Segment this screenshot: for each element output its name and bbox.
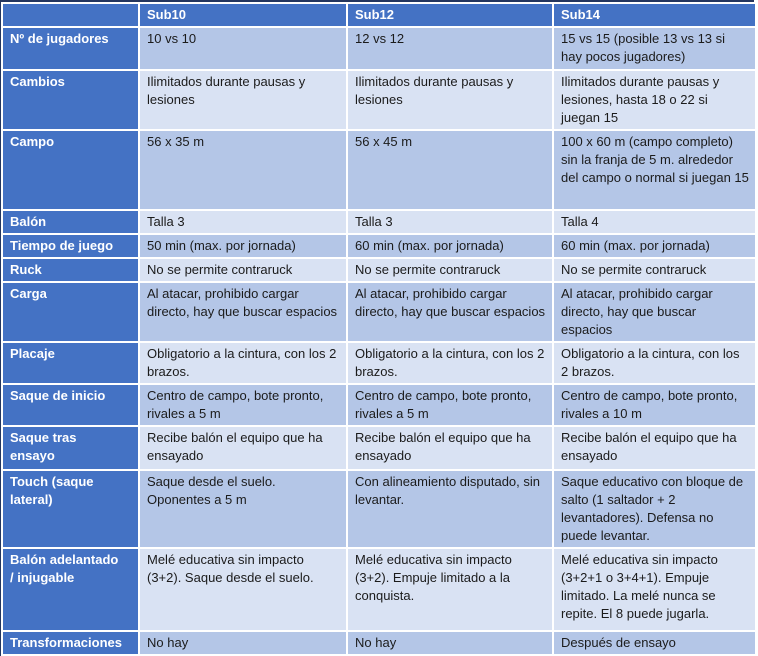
row-label: Balón adelantado / injugable xyxy=(2,548,139,631)
cell-sub12: Al atacar, prohibido cargar directo, hay que buscar espacios xyxy=(347,282,553,342)
cell-sub12: 12 vs 12 xyxy=(347,27,553,70)
cell-sub12: Talla 3 xyxy=(347,210,553,234)
header-cell-sub14: Sub14 xyxy=(553,3,756,27)
cell-sub10: Al atacar, prohibido cargar directo, hay que buscar espacios xyxy=(139,282,347,342)
header-cell-sub12: Sub12 xyxy=(347,3,553,27)
cell-sub14: Talla 4 xyxy=(553,210,756,234)
cell-sub10: 50 min (max. por jornada) xyxy=(139,234,347,258)
cell-sub12: 56 x 45 m xyxy=(347,130,553,210)
header-cell-empty xyxy=(2,3,139,27)
cell-sub14: 15 vs 15 (posible 13 vs 13 si hay pocos jugadores) xyxy=(553,27,756,70)
cell-sub12: Con alineamiento disputado, sin levantar. xyxy=(347,470,553,548)
cell-sub14: Al atacar, prohibido cargar directo, hay que buscar espacios xyxy=(553,282,756,342)
cell-sub10: Centro de campo, bote pronto, rivales a 5 m xyxy=(139,384,347,426)
cell-sub10: Melé educativa sin impacto (3+2). Saque desde el suelo. xyxy=(139,548,347,631)
table-body xyxy=(2,27,756,655)
table-row xyxy=(2,210,756,234)
cell-sub10: 10 vs 10 xyxy=(139,27,347,70)
cell-sub14: Después de ensayo xyxy=(553,631,756,655)
cell-sub10: 56 x 35 m xyxy=(139,130,347,210)
cell-sub14: No se permite contraruck xyxy=(553,258,756,282)
table-row xyxy=(2,70,756,130)
row-label: Saque tras ensayo xyxy=(2,426,139,470)
cell-sub12: Melé educativa sin impacto (3+2). Empuje limitado a la conquista. xyxy=(347,548,553,631)
row-label: Placaje xyxy=(2,342,139,384)
cell-sub14: Melé educativa sin impacto (3+2+1 o 3+4+1). Empuje limitado. La melé nunca se repite. El 8 puede jugarla. xyxy=(553,548,756,631)
row-label: Transformaciones xyxy=(2,631,139,655)
cell-sub12: No hay xyxy=(347,631,553,655)
cell-sub14: 100 x 60 m (campo completo) sin la franja de 5 m. alrededor del campo o normal si juegan 15 xyxy=(553,130,756,210)
header-row xyxy=(2,3,756,27)
rugby-rules-table xyxy=(1,2,757,656)
row-label: Ruck xyxy=(2,258,139,282)
cell-sub10: Obligatorio a la cintura, con los 2 brazos. xyxy=(139,342,347,384)
cell-sub12: 60 min (max. por jornada) xyxy=(347,234,553,258)
cell-sub14: 60 min (max. por jornada) xyxy=(553,234,756,258)
cell-sub12: Ilimitados durante pausas y lesiones xyxy=(347,70,553,130)
table-row xyxy=(2,470,756,548)
row-label: Carga xyxy=(2,282,139,342)
cell-sub10: Ilimitados durante pausas y lesiones xyxy=(139,70,347,130)
table-row xyxy=(2,258,756,282)
row-label: Saque de inicio xyxy=(2,384,139,426)
cell-sub12: No se permite contraruck xyxy=(347,258,553,282)
table-row xyxy=(2,384,756,426)
row-label: Cambios xyxy=(2,70,139,130)
cell-sub12: Recibe balón el equipo que ha ensayado xyxy=(347,426,553,470)
cell-sub10: Talla 3 xyxy=(139,210,347,234)
table-row xyxy=(2,234,756,258)
cell-sub14: Obligatorio a la cintura, con los 2 brazos. xyxy=(553,342,756,384)
row-label: Campo xyxy=(2,130,139,210)
row-label: Tiempo de juego xyxy=(2,234,139,258)
cell-sub14: Recibe balón el equipo que ha ensayado xyxy=(553,426,756,470)
table-row xyxy=(2,631,756,655)
table-row xyxy=(2,342,756,384)
cell-sub14: Saque educativo con bloque de salto (1 saltador + 2 levantadores). Defensa no puede levantar. xyxy=(553,470,756,548)
cell-sub14: Ilimitados durante pausas y lesiones, hasta 18 o 22 si juegan 15 xyxy=(553,70,756,130)
row-label: Touch (saque lateral) xyxy=(2,470,139,548)
cell-sub10: No se permite contraruck xyxy=(139,258,347,282)
table-row xyxy=(2,426,756,470)
table-row xyxy=(2,130,756,210)
cell-sub12: Obligatorio a la cintura, con los 2 brazos. xyxy=(347,342,553,384)
table-row xyxy=(2,548,756,631)
table-row xyxy=(2,27,756,70)
row-label: Nº de jugadores xyxy=(2,27,139,70)
cell-sub14: Centro de campo, bote pronto, rivales a 10 m xyxy=(553,384,756,426)
row-label: Balón xyxy=(2,210,139,234)
header-cell-sub10: Sub10 xyxy=(139,3,347,27)
cell-sub12: Centro de campo, bote pronto, rivales a 5 m xyxy=(347,384,553,426)
cell-sub10: Recibe balón el equipo que ha ensayado xyxy=(139,426,347,470)
cell-sub10: No hay xyxy=(139,631,347,655)
cell-sub10: Saque desde el suelo. Oponentes a 5 m xyxy=(139,470,347,548)
table-row xyxy=(2,282,756,342)
